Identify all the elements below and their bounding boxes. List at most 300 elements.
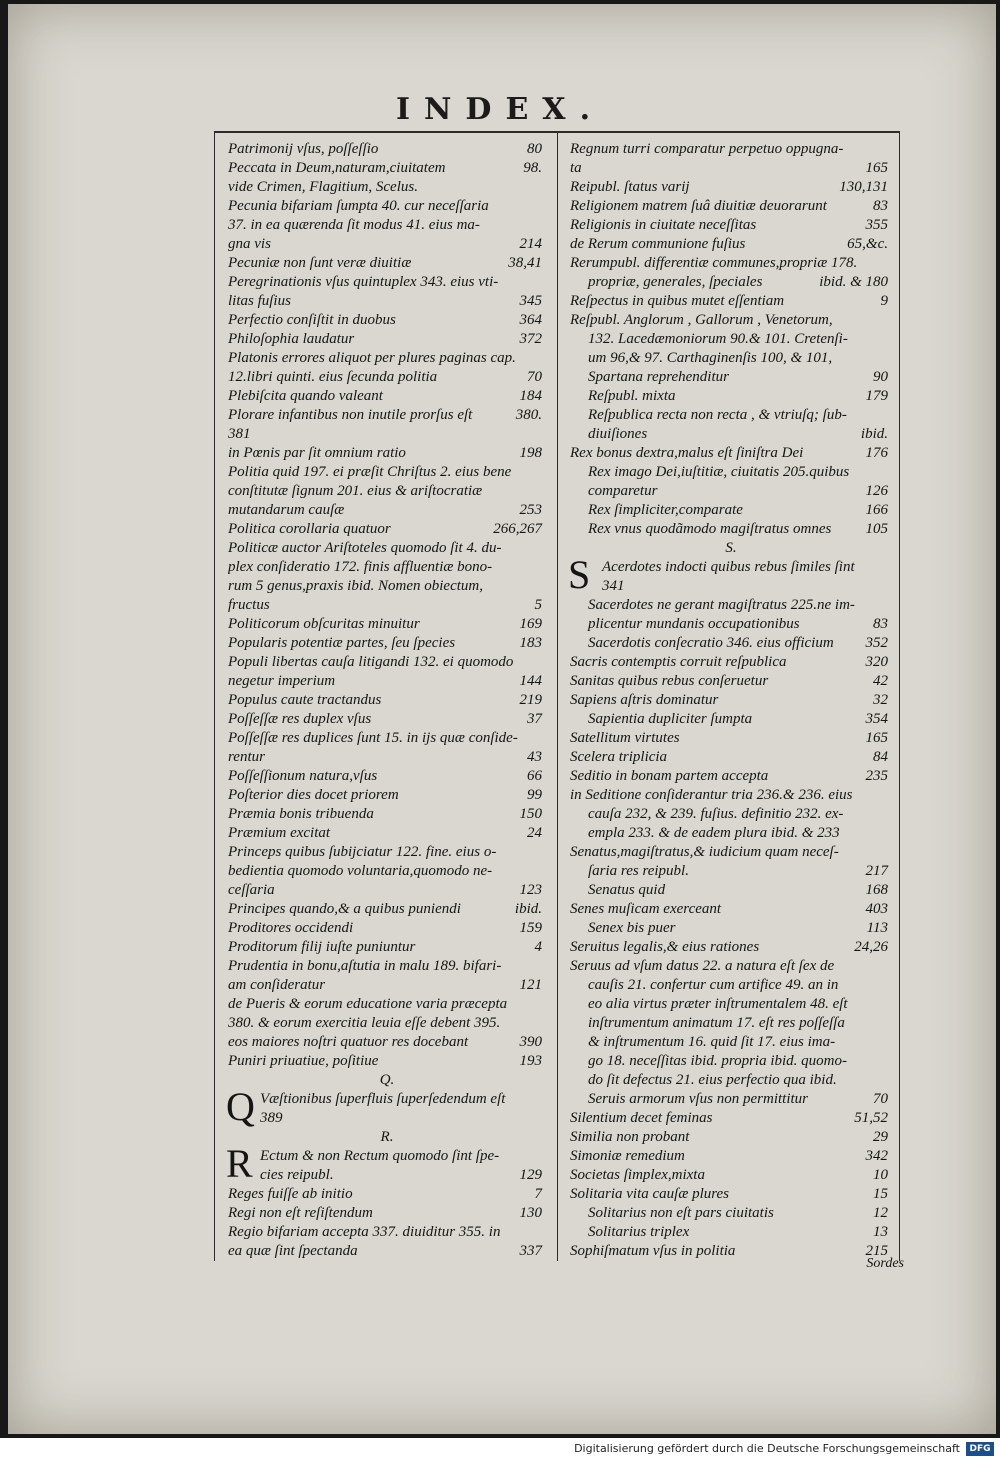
entry-page-ref: ibid.: [514, 901, 542, 917]
index-entry-line: [570, 881, 892, 900]
entry-page-ref: 32: [873, 692, 888, 708]
index-entry-line: [228, 767, 546, 786]
catchword: Sordes: [866, 1256, 904, 1271]
entry-text: Philoſophia laudatur: [228, 331, 355, 347]
entry-page-ref: 29: [873, 1129, 888, 1145]
index-entry-line: [228, 748, 546, 767]
entry-text: Rerumpubl. differentiæ communes,propriæ 178.: [570, 255, 858, 271]
entry-text: Scelera triplicia: [570, 749, 668, 765]
entry-page-ref: 364: [519, 312, 542, 328]
index-entry-line: [228, 729, 546, 748]
entry-text: Seruitus legalis,& eius rationes: [570, 939, 760, 955]
index-entry-line: [228, 634, 546, 653]
entry-page-ref: 253: [519, 502, 542, 518]
index-entry-line: [570, 406, 892, 425]
entry-text: Princeps quibus ſubijciatur 122. fine. eius o-: [228, 844, 497, 860]
entry-page-ref: 150: [519, 806, 542, 822]
entry-text: Regnum turri comparatur perpetuo oppugna-: [570, 141, 844, 157]
entry-page-ref: 12: [873, 1205, 888, 1221]
entry-text: plex conſideratio 172. finis affluentiæ bono-: [228, 559, 493, 575]
entry-text: Patrimonij vſus, poſſeſſio: [228, 141, 379, 157]
entry-text: Peregrinationis vſus quintuplex 343. eius vti-: [228, 274, 499, 290]
index-entry-line: [228, 862, 546, 881]
entry-text: Spartana reprehenditur: [588, 369, 729, 385]
entry-text: ta: [570, 160, 582, 176]
index-entry-line: [228, 900, 546, 919]
index-entry-line: [570, 463, 892, 482]
index-entry-line: [570, 1033, 892, 1052]
entry-page-ref: 345: [519, 293, 542, 309]
index-entry-line: [228, 520, 546, 539]
index-entry-line: [228, 843, 546, 862]
entry-page-ref: 214: [519, 236, 542, 252]
entry-page-ref: 105: [865, 521, 888, 537]
entry-page-ref: 24,26: [854, 939, 888, 955]
entry-text: Reſpubl. mixta: [588, 388, 676, 404]
entry-page-ref: 80: [527, 141, 542, 157]
index-entry-line: [570, 957, 892, 976]
index-entry-line: [570, 710, 892, 729]
index-entry-line: [228, 577, 546, 596]
index-entry-line: [570, 995, 892, 1014]
entry-page-ref: 123: [519, 882, 542, 898]
entry-text: Sacerdotes ne gerant magiſtratus 225.ne im-: [588, 597, 855, 613]
index-entry-line: [228, 1014, 546, 1033]
entry-text: Solitarius non eſt pars ciuitatis: [588, 1205, 774, 1221]
index-entry-line: [228, 1109, 546, 1128]
entry-page-ref: 266,267: [493, 521, 542, 537]
index-entry-line: [570, 1147, 892, 1166]
index-entry-line: [228, 995, 546, 1014]
index-entry-line: [228, 254, 546, 273]
column-divider: [557, 131, 558, 1261]
entry-text: go 18. neceſſitas ibid. propria ibid. quomo-: [588, 1053, 848, 1069]
index-entry-line: [570, 805, 892, 824]
index-entry-line: [228, 1242, 546, 1261]
entry-page-ref: 372: [519, 331, 542, 347]
entry-text: Væſtionibus ſuperfluis ſuperſedendum eſt: [260, 1091, 506, 1107]
entry-page-ref: 113: [866, 920, 888, 936]
entry-text: plicentur mundanis occupationibus: [588, 616, 800, 632]
index-entry-line: [570, 919, 892, 938]
entry-page-ref: 66: [527, 768, 542, 784]
index-entry-line: [228, 653, 546, 672]
index-entry-line: [570, 311, 892, 330]
entry-text: am conſideratur: [228, 977, 326, 993]
entry-page-ref: 184: [519, 388, 542, 404]
section-letter: [228, 1128, 546, 1147]
section-letter-text: S.: [725, 540, 737, 556]
left-index-column: [228, 140, 546, 1261]
entry-page-ref: 352: [865, 635, 888, 651]
index-entry-line: [570, 691, 892, 710]
index-entry-line: [570, 862, 892, 881]
index-entry-line: [570, 1223, 892, 1242]
entry-text: Pecunia bifariam ſumpta 40. cur neceſſaria: [228, 198, 489, 214]
entry-text: Puniri priuatiue, poſitiue: [228, 1053, 379, 1069]
entry-text: conſtitutæ ſignum 201. eius & ariſtocratiæ: [228, 483, 483, 499]
index-entry-line: [570, 976, 892, 995]
entry-text: Peccata in Deum,naturam,ciuitatem: [228, 160, 446, 176]
index-entry-line: [570, 900, 892, 919]
section-letter-text: Q.: [379, 1072, 395, 1088]
entry-text: vide Crimen, Flagitium, Scelus.: [228, 179, 418, 195]
left-border: [214, 131, 215, 1261]
entry-text: ceſſaria: [228, 882, 275, 898]
entry-text: 380. & eorum exercitia leuia eſſe debent 395.: [228, 1015, 501, 1031]
index-entry-line: [570, 349, 892, 368]
entry-text: Senes muſicam exerceant: [570, 901, 722, 917]
entry-text: 37. in ea quærenda ſit modus 41. eius ma-: [228, 217, 480, 233]
entry-text: um 96,& 97. Carthaginenſis 100, & 101,: [588, 350, 833, 366]
entry-text: Politicorum obſcuritas minuitur: [228, 616, 420, 632]
index-entry-line: [228, 387, 546, 406]
entry-text: ea quæ ſint ſpectanda: [228, 1243, 358, 1259]
entry-page-ref: 24: [527, 825, 542, 841]
index-entry-line: [570, 729, 892, 748]
footer-credit: Digitalisierung gefördert durch die Deutsche Forschungsgemeinschaft: [574, 1442, 960, 1455]
entry-text: Præmium excitat: [228, 825, 331, 841]
index-entry-line: [228, 501, 546, 520]
page-title: INDEX.: [395, 92, 605, 127]
entry-page-ref: 38,41: [508, 255, 542, 271]
entry-text: eo alia virtus præter inſtrumentalem 48. eſt: [588, 996, 848, 1012]
index-entry-line: [228, 482, 546, 501]
entry-text: 341: [602, 578, 625, 594]
entry-text: Populus caute tractandus: [228, 692, 382, 708]
entry-text: Societas ſimplex,mixta: [570, 1167, 705, 1183]
entry-text: rentur: [228, 749, 265, 765]
entry-text: 389: [260, 1110, 283, 1126]
entry-page-ref: 342: [865, 1148, 888, 1164]
entry-text: empla 233. & de eadem plura ibid. & 233: [588, 825, 840, 841]
entry-text: Reſpubl. Anglorum , Gallorum , Venetorum,: [570, 312, 833, 328]
drop-cap-entry: [568, 552, 892, 597]
index-entry-line: [570, 501, 892, 520]
entry-text: Sapientia dupliciter ſumpta: [588, 711, 753, 727]
index-entry-line: [228, 235, 546, 254]
entry-page-ref: 130: [519, 1205, 542, 1221]
entry-page-ref: 165: [865, 730, 888, 746]
entry-text: comparetur: [588, 483, 658, 499]
entry-text: Silentium decet feminas: [570, 1110, 713, 1126]
entry-text: Rex vnus quodãmodo magiſtratus omnes: [588, 521, 832, 537]
entry-page-ref: 10: [873, 1167, 888, 1183]
index-entry-line: [228, 140, 546, 159]
entry-page-ref: 166: [865, 502, 888, 518]
entry-text: Poſterior dies docet priorem: [228, 787, 399, 803]
section-letter-text: R.: [380, 1129, 394, 1145]
entry-page-ref: 83: [873, 616, 888, 632]
entry-text: Popularis potentiæ partes, ſeu ſpecies: [228, 635, 456, 651]
entry-text: Platonis errores aliquot per plures paginas cap.: [228, 350, 516, 366]
entry-page-ref: 9: [880, 293, 888, 309]
entry-page-ref: 219: [519, 692, 542, 708]
index-entry-line: [228, 425, 546, 444]
entry-text: do ſit defectus 21. eius perfectio qua ibid.: [588, 1072, 837, 1088]
index-entry-line: [570, 1071, 892, 1090]
index-entry-line: [228, 938, 546, 957]
index-entry-line: [570, 1185, 892, 1204]
index-entry-line: [228, 881, 546, 900]
entry-text: Solitaria vita cauſæ plures: [570, 1186, 730, 1202]
entry-text: Principes quando,& a quibus puniendi: [228, 901, 461, 917]
entry-page-ref: 168: [865, 882, 888, 898]
index-entry-line: [570, 653, 892, 672]
entry-page-ref: 144: [519, 673, 542, 689]
index-entry-line: [228, 216, 546, 235]
entry-page-ref: 51,52: [854, 1110, 888, 1126]
entry-text: Proditorum filij iuſte puniuntur: [228, 939, 416, 955]
index-entry-line: [228, 805, 546, 824]
entry-text: 381: [228, 426, 251, 442]
entry-page-ref: 70: [527, 369, 542, 385]
index-entry-line: [228, 406, 546, 425]
entry-text: Perfectio conſiſtit in duobus: [228, 312, 396, 328]
entry-text: Seruus ad vſum datus 22. a natura eſt ſex de: [570, 958, 835, 974]
entry-page-ref: 215: [865, 1243, 888, 1259]
index-entry-line: [570, 140, 892, 159]
entry-page-ref: 83: [873, 198, 888, 214]
index-entry-line: [570, 368, 892, 387]
index-entry-line: [228, 349, 546, 368]
index-entry-line: [228, 330, 546, 349]
entry-text: Poſſeſſæ res duplices ſunt 15. in ijs quæ conſide-: [228, 730, 518, 746]
entry-text: de Rerum communione fuſius: [570, 236, 746, 252]
index-entry-line: [228, 1147, 546, 1166]
index-entry-line: [228, 368, 546, 387]
entry-page-ref: 37: [527, 711, 542, 727]
entry-page-ref: 84: [873, 749, 888, 765]
index-entry-line: [228, 1204, 546, 1223]
entry-text: Sanitas quibus rebus conſeruetur: [570, 673, 769, 689]
index-entry-line: [570, 1014, 892, 1033]
entry-text: Rex bonus dextra,malus eſt ſiniſtra Dei: [570, 445, 804, 461]
index-entry-line: [570, 577, 892, 596]
index-entry-line: [228, 444, 546, 463]
entry-text: eos maiores noſtri quatuor res docebant: [228, 1034, 469, 1050]
index-entry-line: [228, 558, 546, 577]
entry-text: Seditio in bonam partem accepta: [570, 768, 769, 784]
index-entry-line: [570, 235, 892, 254]
entry-text: Politia quid 197. ei præſit Chriſtus 2. eius bene: [228, 464, 512, 480]
entry-text: Satellitum virtutes: [570, 730, 680, 746]
entry-page-ref: 7: [534, 1186, 542, 1202]
index-entry-line: [570, 197, 892, 216]
entry-text: Rex ſimpliciter,comparate: [588, 502, 743, 518]
entry-text: litas fuſius: [228, 293, 291, 309]
index-entry-line: [570, 558, 892, 577]
entry-text: Reſpublica recta non recta , & vtriuſq; ſub-: [588, 407, 847, 423]
entry-text: Politicæ auctor Ariſtoteles quomodo ſit 4. du-: [228, 540, 502, 556]
index-entry-line: [570, 292, 892, 311]
entry-text: & inſtrumentum 16. quid ſit 17. eius ima-: [588, 1034, 836, 1050]
entry-page-ref: 159: [519, 920, 542, 936]
index-entry-line: [570, 1052, 892, 1071]
index-entry-line: [570, 159, 892, 178]
index-entry-line: [570, 634, 892, 653]
entry-page-ref: 380.: [515, 407, 542, 423]
entry-text: Poſſeſſæ res duplex vſus: [228, 711, 372, 727]
entry-text: Senatus,magiſtratus,& iudicium quam neceſ-: [570, 844, 839, 860]
entry-text: cies reipubl.: [260, 1167, 334, 1183]
index-entry-line: [570, 216, 892, 235]
entry-page-ref: 42: [873, 673, 888, 689]
right-border: [899, 131, 900, 1261]
entry-page-ref: 235: [865, 768, 888, 784]
entry-text: mutandarum cauſæ: [228, 502, 345, 518]
entry-page-ref: 15: [873, 1186, 888, 1202]
index-entry-line: [228, 1090, 546, 1109]
index-entry-line: [228, 710, 546, 729]
entry-text: Regi non eſt reſiſtendum: [228, 1205, 373, 1221]
entry-text: Præmia bonis tribuenda: [228, 806, 374, 822]
drop-cap-entry: [226, 1141, 546, 1186]
entry-text: de Pueris & eorum educatione varia præcepta: [228, 996, 508, 1012]
entry-text: ſaria res reipubl.: [588, 863, 689, 879]
entry-text: Pecuniæ non ſunt veræ diuitiæ: [228, 255, 412, 271]
entry-text: Acerdotes indocti quibus rebus ſimiles ſint: [602, 559, 855, 575]
entry-page-ref: 176: [865, 445, 888, 461]
entry-text: Populi libertas cauſa litigandi 132. ei quomodo: [228, 654, 514, 670]
index-entry-line: [570, 254, 892, 273]
entry-page-ref: 13: [873, 1224, 888, 1240]
index-entry-line: [570, 330, 892, 349]
entry-text: negetur imperium: [228, 673, 336, 689]
entry-page-ref: 99: [527, 787, 542, 803]
index-entry-line: [570, 520, 892, 539]
entry-text: propriæ, generales, ſpeciales: [588, 274, 763, 290]
entry-text: inſtrumentum animatum 17. eſt res poſſeſſa: [588, 1015, 845, 1031]
entry-page-ref: 355: [865, 217, 888, 233]
index-entry-line: [228, 1166, 546, 1185]
entry-text: Senex bis puer: [588, 920, 676, 936]
entry-text: cauſis 21. confertur cum artifice 49. an in: [588, 977, 839, 993]
index-entry-line: [228, 1033, 546, 1052]
entry-page-ref: 198: [519, 445, 542, 461]
index-entry-line: [228, 824, 546, 843]
index-entry-line: [228, 957, 546, 976]
index-entry-line: [228, 292, 546, 311]
entry-text: Plebiſcita quando valeant: [228, 388, 383, 404]
index-entry-line: [228, 919, 546, 938]
entry-page-ref: 5: [534, 597, 542, 613]
index-entry-line: [570, 1128, 892, 1147]
entry-text: Poſſeſſionum natura,vſus: [228, 768, 378, 784]
entry-text: Senatus quid: [588, 882, 666, 898]
entry-text: Sacerdotis conſecratio 346. eius officium: [588, 635, 834, 651]
entry-text: 132. Lacedæmoniorum 90.& 101. Cretenſi-: [588, 331, 848, 347]
index-entry-line: [570, 444, 892, 463]
entry-page-ref: 169: [519, 616, 542, 632]
index-entry-line: [228, 1185, 546, 1204]
index-entry-line: [570, 273, 892, 292]
entry-page-ref: 43: [527, 749, 542, 765]
drop-cap: S: [568, 552, 591, 597]
entry-text: Sapiens aſtris dominatur: [570, 692, 719, 708]
entry-text: Sacris contemptis corruit reſpublica: [570, 654, 787, 670]
entry-page-ref: 70: [873, 1091, 888, 1107]
right-index-column: [570, 140, 892, 1261]
entry-text: gna vis: [228, 236, 271, 252]
entry-page-ref: 65,&c.: [847, 236, 888, 252]
entry-page-ref: 193: [519, 1053, 542, 1069]
drop-cap: Q: [226, 1084, 255, 1129]
index-entry-line: [228, 539, 546, 558]
index-entry-line: [570, 1166, 892, 1185]
index-entry-line: [228, 1223, 546, 1242]
index-entry-line: [570, 596, 892, 615]
entry-page-ref: 337: [519, 1243, 542, 1259]
section-letter: [570, 539, 892, 558]
index-entry-line: [570, 1109, 892, 1128]
entry-text: Prudentia in bonu,aſtutia in malu 189. bifari-: [228, 958, 502, 974]
index-entry-line: [228, 691, 546, 710]
index-entry-line: [570, 178, 892, 197]
index-entry-line: [570, 824, 892, 843]
entry-text: Simoniæ remedium: [570, 1148, 685, 1164]
dfg-logo: DFG: [966, 1442, 994, 1456]
entry-text: Similia non probant: [570, 1129, 690, 1145]
entry-text: Solitarius triplex: [588, 1224, 690, 1240]
entry-page-ref: 320: [865, 654, 888, 670]
entry-page-ref: ibid. & 180: [819, 274, 888, 290]
index-entry-line: [570, 482, 892, 501]
entry-text: Politica corollaria quatuor: [228, 521, 391, 537]
index-entry-line: [228, 311, 546, 330]
index-entry-line: [228, 596, 546, 615]
entry-page-ref: 129: [519, 1167, 542, 1183]
index-entry-line: [228, 1052, 546, 1071]
entry-text: Rex imago Dei,iuſtitiæ, ciuitatis 205.quibus: [588, 464, 850, 480]
drop-cap-entry: [226, 1084, 546, 1129]
index-entry-line: [570, 387, 892, 406]
entry-text: Ectum & non Rectum quomodo ſint ſpe-: [260, 1148, 500, 1164]
index-entry-line: [570, 1204, 892, 1223]
entry-text: in Pœnis par ſit omnium ratio: [228, 445, 406, 461]
entry-page-ref: ibid.: [860, 426, 888, 442]
entry-page-ref: 4: [534, 939, 542, 955]
entry-text: bedientia quomodo voluntaria,quomodo ne-: [228, 863, 493, 879]
digitization-footer: [0, 1438, 1000, 1461]
index-entry-line: [570, 786, 892, 805]
entry-page-ref: 183: [519, 635, 542, 651]
entry-page-ref: 121: [519, 977, 542, 993]
entry-text: Proditores occidendi: [228, 920, 354, 936]
section-letter: [228, 1071, 546, 1090]
entry-text: Regio bifariam accepta 337. diuiditur 355. in: [228, 1224, 501, 1240]
index-entry-line: [570, 615, 892, 634]
index-entry-line: [570, 938, 892, 957]
entry-page-ref: 98.: [523, 160, 542, 176]
entry-page-ref: 130,131: [839, 179, 888, 195]
entry-page-ref: 354: [865, 711, 888, 727]
entry-text: cauſa 232, & 239. fuſius. definitio 232. ex-: [588, 806, 844, 822]
index-entry-line: [228, 672, 546, 691]
entry-page-ref: 217: [865, 863, 888, 879]
index-entry-line: [228, 463, 546, 482]
index-entry-line: [228, 976, 546, 995]
entry-page-ref: 390: [519, 1034, 542, 1050]
entry-text: Reſpectus in quibus mutet eſſentiam: [570, 293, 785, 309]
entry-text: 12.libri quinti. eius ſecunda politia: [228, 369, 438, 385]
index-entry-line: [570, 672, 892, 691]
entry-text: Reipubl. ſtatus varij: [570, 179, 690, 195]
entry-text: fructus: [228, 597, 270, 613]
index-entry-line: [570, 1090, 892, 1109]
entry-page-ref: 403: [865, 901, 888, 917]
entry-text: Sophiſmatum vſus in politia: [570, 1243, 736, 1259]
